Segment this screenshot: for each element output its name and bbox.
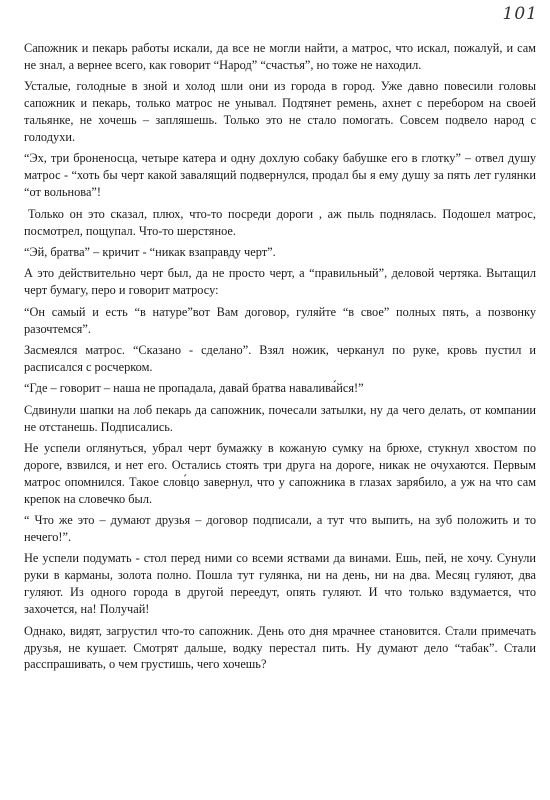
paragraph: Не успели подумать - стол перед ними со всеми яствами да винами. Ешь, пей, не хочу. Сунули руки в карманы, золота полно. Пошла тут гулянка, ни на день, ни на два. Месяц гуляют, два гуляют. Из одного города в другой переедут, опять гуляют. И что только вздумается, что захочется, на! Получай! (24, 551, 536, 617)
paragraph: “Эх, три броненосца, четыре катера и одну дохлую собаку бабушке его в глотку” – отвел душу матрос - “хоть бы черт какой завалящий подвернулся, продал бы я ему душу за пять лет гулянки “от вольнова”! (24, 151, 536, 200)
paragraph: Только он это сказал, плюх, что-то посреди дороги , аж пыль поднялась. Подошел матрос, посмотрел, пощупал. Что-то шерстяное. (24, 206, 536, 238)
story-text (24, 40, 536, 678)
paragraph: А это действительно черт был, да не просто черт, а “правильный”, деловой чертяка. Вытащил черт бумагу, перо и говорит матросу: (24, 266, 536, 298)
paragraph: Сапожник и пекарь работы искали, да все не могли найти, а матрос, что искал, пожалуй, и сам не знал, а вернее всего, как говорит “Народ” “счастья”, но тоже не находил. (24, 41, 536, 72)
paragraph: “Он самый и есть “в натуре”вот Вам договор, гуляйте “в свое” полных пять, а позвонку разочтемся”. (24, 304, 536, 336)
paragraph: Засмеялся матрос. “Сказано - сделано”. Взял ножик, черканул по руке, кровь пустил и расписался с росчерком. (24, 343, 536, 374)
page-number: 101 (502, 4, 538, 24)
paragraph: Однако, видят, загрустил что-то сапожник. День ото дня мрачнее становится. Стали примечать друзья, не кушает. Смотрят дальше, водку перестал пить. Ну думают дело “табак”. Стали расспрашивать, о чем грустишь, чего хочешь? (24, 623, 536, 672)
paragraph: “Где – говорит – наша не пропадала, давай братва навалива́йся!” (24, 381, 364, 396)
paragraph: Усталые, голодные в зной и холод шли они из города в город. Уже давно повесили головы сапожник и пекарь, только матрос не унывал. Подтянет ремень, ахнет с перебором на своей тальянке, не хочешь – запляшешь. Только это не стало помогать. Совсем подвело народ с голодухи. (24, 79, 536, 145)
paragraph: “ Что же это – думают друзья – договор подписали, а тут что выпить, на зуб положить и то нечего!”. (24, 513, 536, 545)
paragraph: Сдвинули шапки на лоб пекарь да сапожник, почесали затылки, ну да чего делать, от компании не отстанешь. Подписались. (24, 402, 536, 434)
paragraph: Не успели оглянуться, убрал черт бумажку в кожаную сумку на брюхе, стукнул хвостом по дороге, взвился, и нет его. Остались стоять три друга на дороге, никак не очухаются. Первым матрос опомнился. Такое слов́цо завернул, что у сапожника в глазах зарябило, а уж на что сам крепок на словечко был. (24, 441, 536, 506)
paragraph: “Эй, братва” – кричит - “никак взаправду черт”. (24, 244, 276, 259)
